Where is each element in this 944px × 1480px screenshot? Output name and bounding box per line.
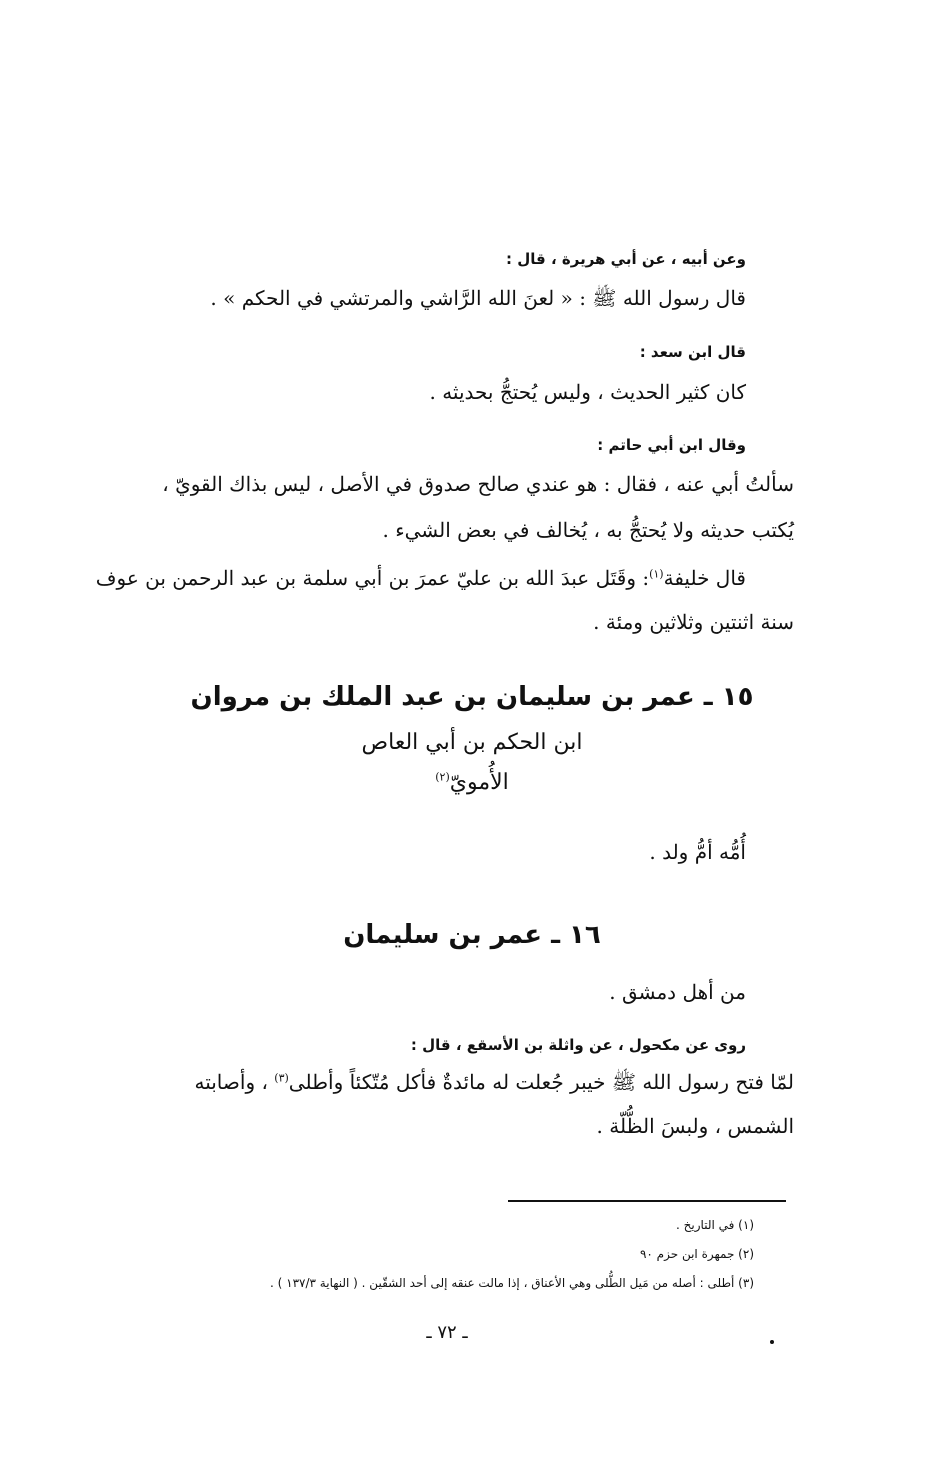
ibn-saad-label: قال ابن سعد : bbox=[639, 343, 746, 361]
narration-line-1: لمّا فتح رسول الله ﷺ خيبر جُعلت له مائدةٌ فأكل مُتّكئاً وأطلى$^{(٣)}$ ، وأصابته bbox=[194, 1070, 794, 1094]
khalifa-line-1 bbox=[96, 566, 746, 590]
footnote-3: (٣) أطلى : أصله من مَيل الطُّلى وهي الأعناق ، إذا مالت عنقه إلى أحد الشقّين . ( النهاية ١٣٧/٣ ) . bbox=[270, 1276, 754, 1290]
ibn-abi-hatim-text-1: سألتُ أبي عنه ، فقال : هو عندي صالح صدوق في الأصل ، ليس بذاك القويّ ، bbox=[162, 472, 794, 496]
section-16-text: من أهل دمشق . bbox=[609, 980, 746, 1004]
isnad-line-1: وعن أبيه ، عن أبي هريرة ، قال : bbox=[506, 250, 746, 268]
khalifa-label: قال خليفة bbox=[663, 566, 746, 590]
stray-dot bbox=[770, 1340, 774, 1344]
ibn-abi-hatim-label: وقال ابن أبي حاتم : bbox=[597, 436, 746, 454]
footnote-ref-3: (٣) bbox=[274, 1071, 289, 1085]
khalifa-text: : وقَتَل عبدَ الله بن عليّ عمرَ بن أبي سلمة بن عبد الرحمن بن عوف bbox=[95, 566, 650, 590]
narration-intro: روى عن مكحول ، عن واثلة بن الأسقع ، قال : bbox=[410, 1036, 746, 1054]
ibn-abi-hatim-text-2: يُكتب حديثه ولا يُحتجُّ به ، يُخالف في بعض الشيء . bbox=[382, 518, 794, 542]
footnote-ref-1: (١) bbox=[649, 567, 664, 581]
page-number: ـ ٧٢ ـ bbox=[426, 1322, 468, 1343]
section-15-subtitle-1: ابن الحكم بن أبي العاص bbox=[361, 730, 583, 755]
khalifa-line-2: سنة اثنتين وثلاثين ومئة . bbox=[593, 610, 794, 634]
narration-line-2: الشمس ، ولبسَ الظُّلّة . bbox=[596, 1114, 794, 1138]
footnote-divider bbox=[508, 1200, 786, 1202]
footnote-1: (١) في التاريخ . bbox=[676, 1218, 754, 1232]
section-15-text: أُمُّه أمُّ ولد . bbox=[649, 840, 746, 864]
footnote-ref-2: (٢) bbox=[435, 770, 450, 784]
section-16-title: ١٦ ـ عمر بن سليمان bbox=[343, 920, 601, 950]
ibn-saad-text: كان كثير الحديث ، وليس يُحتجُّ بحديثه . bbox=[429, 380, 746, 404]
footnote-2: (٢) جمهرة ابن حزم ٩٠ bbox=[639, 1247, 754, 1261]
section-15-subtitle-2: الأُمويّ$^{(٢)}$ bbox=[435, 770, 509, 795]
hadith-line-1: قال رسول الله ﷺ : « لعنَ الله الرَّاشي والمرتشي في الحكم » . bbox=[210, 286, 746, 310]
section-15-title: ١٥ ـ عمر بن سليمان بن عبد الملك بن مروان bbox=[190, 682, 754, 712]
